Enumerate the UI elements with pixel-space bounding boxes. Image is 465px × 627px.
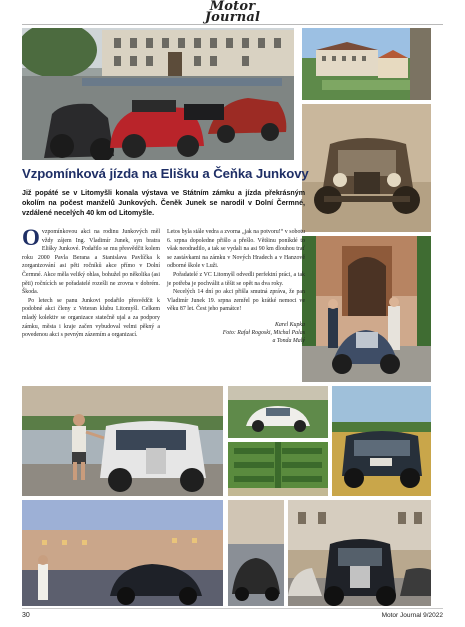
logo-bottom: Journal xyxy=(204,10,261,25)
article-credits xyxy=(167,321,305,346)
photo-street-cars-narrow xyxy=(228,500,284,606)
masthead xyxy=(0,0,465,26)
paragraph: Necelých 14 dní po akci přišla smutná zpráva, že pan Vladimír Junek 19. srpna zemřel po krátké nemoci ve věku 87 let. Čest jeho památce! xyxy=(167,289,305,313)
article-column-1 xyxy=(22,225,160,340)
footer-magazine-issue: Motor Journal 9/2022 xyxy=(381,612,443,619)
article-lead: Již popáté se v Litomyšli konala výstava ve Státním zámku a jízda překrásným okolím na počest manželů Junkových. Čeněk Junek se narodil v Dolní Čermné, vzdálené necelých 40 km od Litomyšle. xyxy=(22,189,305,218)
logo-top: Motor xyxy=(209,0,256,14)
photo-dark-car-field xyxy=(332,386,431,496)
photo-white-car-garden xyxy=(228,386,328,438)
photo-garden-hedges xyxy=(228,442,328,496)
masthead-rule xyxy=(22,24,443,25)
author-name: Karel Kupka xyxy=(274,321,305,328)
photo-credit: Foto: Rafał Rogoski, Michal Palas xyxy=(222,330,305,337)
footer-rule xyxy=(22,608,443,609)
drop-cap: O xyxy=(22,225,40,250)
article-column-2 xyxy=(167,228,305,346)
article-headline: Vzpomínková jízda na Elišku a Čeňka Junkovy xyxy=(22,166,309,181)
photo-vintage-car-sepia xyxy=(302,104,431,232)
photo-castle-gate-crew xyxy=(302,236,431,382)
paragraph: Po letech se panu Junkovi podařilo přesvědčit k podobné akci členy z Veteran klubu Litomyšl. Celkem mladý kolektiv se organizace statečně ujal a za podpory zámku, města i kraje začen vybudoval velmi pěkný a povedenou akci s pevným zázemím a organizací. xyxy=(22,297,160,339)
paragraph xyxy=(22,225,160,297)
photo-cars-on-square xyxy=(22,28,294,160)
paragraph: Pořadatelé z VC Litomyšl odvedli perfektní práci, a tak je potřeba je pochválit a těšit se opět na dva roky. xyxy=(167,271,305,287)
photo-black-car-town xyxy=(288,500,431,606)
photo-chateau-aerial xyxy=(302,28,431,100)
magazine-logo xyxy=(205,1,260,23)
photo-man-with-white-car xyxy=(22,386,223,496)
photo-night-street-car xyxy=(22,500,223,606)
page-number: 30 xyxy=(22,612,30,619)
paragraph: Letos byla stále vedra a zvorna „jak na potvoru!“ v sobotu 6. srpna dopoledne přišlo a přešlo. Většinu poníkdé to však neodradilo, a tak se vydali na asi 90 km dlouhou trať se zastávkami na zámku v Nových Hradech a v Hanzově odborné škole v Luži. xyxy=(167,229,305,270)
paragraph-text: vzpomínkovou akci na rodinu Junkových měl vždy zájem Ing. Vladimír Junek, syn bratra Elišky Junkové. Podařilo se mu přesvědčit kolem roku 2000 Pavla Berana a Stanislava Pavlíčka k zorganizování asi pěti ročníků akce přímo v Dolní Čermné. Akce měla veliký ohlas, bohužel po několika (asi pěti) ročnících se pořadatelé rozešli ne zrovna v dobrém. Škoda. xyxy=(22,229,160,296)
photo-credit-cont: a Tonda Malý xyxy=(272,338,305,345)
